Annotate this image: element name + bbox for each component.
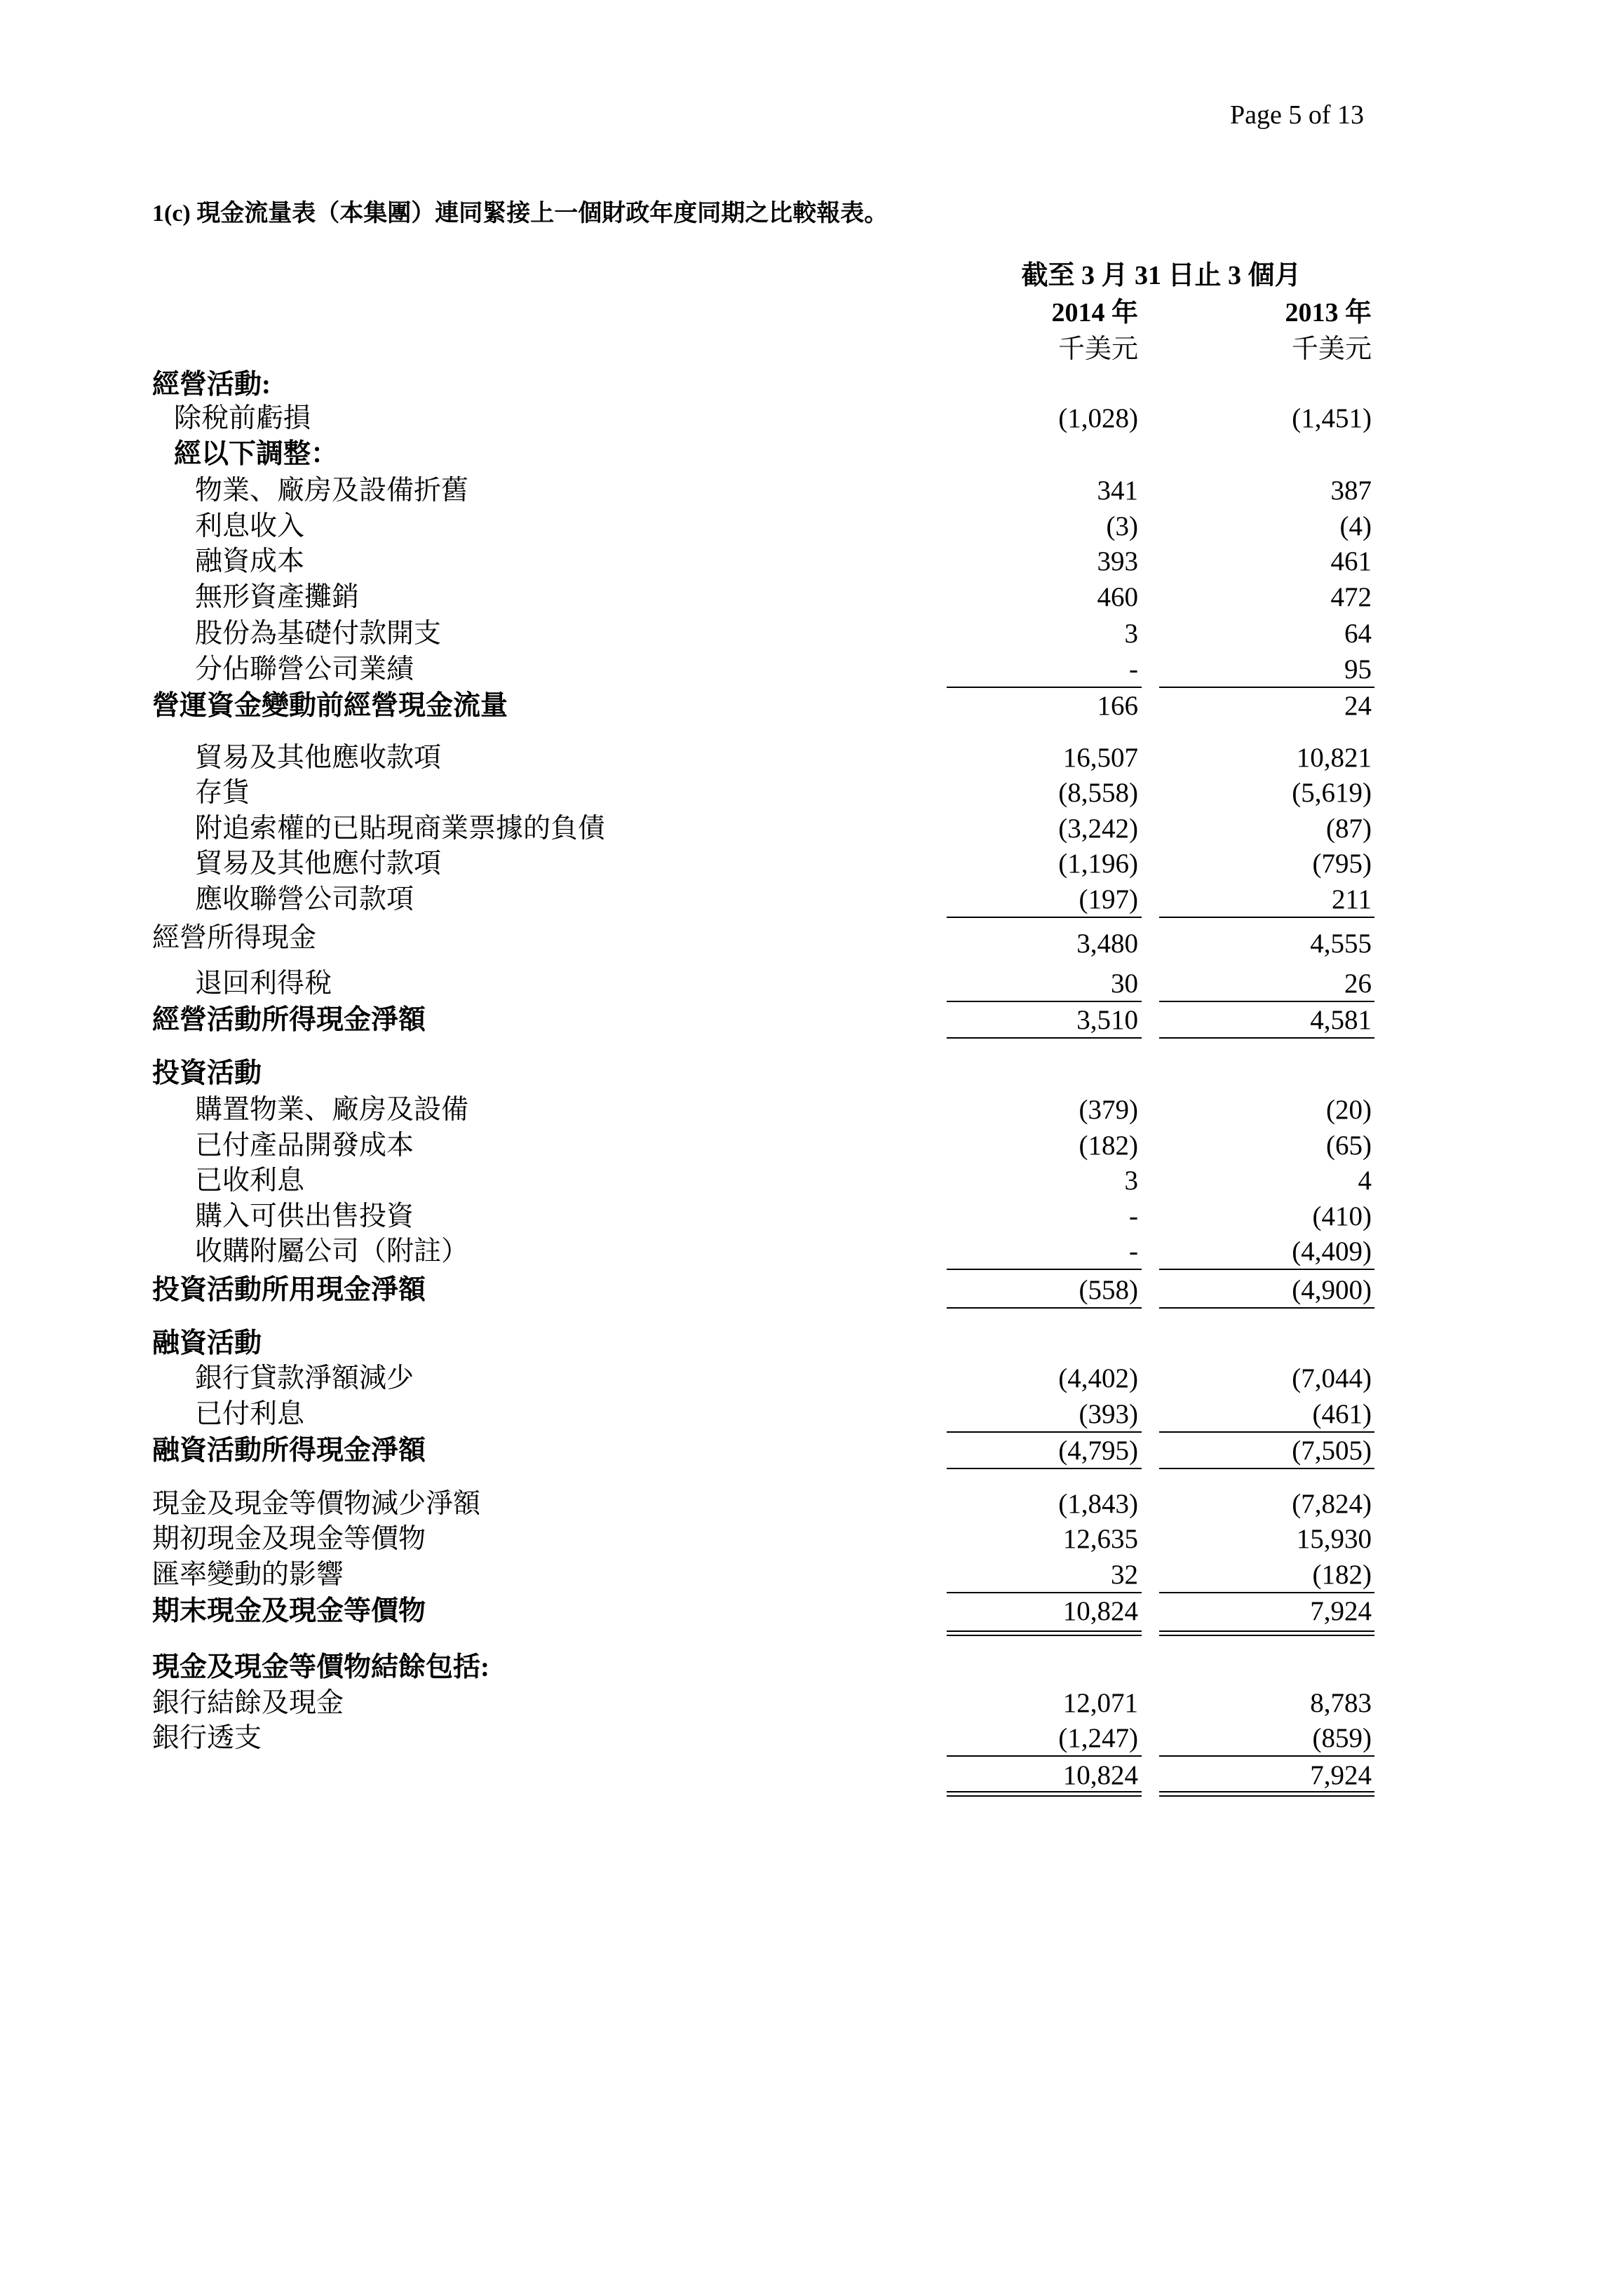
value-2014: 3,480 [1076,928,1138,959]
row-net-cash-financing [0,1436,1622,1466]
value-2013: 472 [1330,582,1372,612]
value-2013: (461) [1312,1399,1372,1429]
double-rule-upper [1159,1791,1374,1792]
row-finance-costs [0,546,1622,577]
value-2013: (859) [1312,1723,1372,1753]
row-operating-cash-before-wc [0,691,1622,722]
value-2014: (8,558) [1058,778,1138,808]
row-label: 融資活動所得現金淨額 [152,1436,426,1466]
value-2014: 3 [1124,619,1138,649]
section-financing-activities [0,1328,1622,1359]
row-label: 投資活動所用現金淨額 [152,1275,426,1305]
row-label: 購置物業、廠房及設備 [195,1095,469,1125]
row-label: 期末現金及現金等價物 [152,1596,426,1626]
row-net-cash-investing [0,1275,1622,1306]
row-interest-paid [0,1399,1622,1430]
value-2014: (3,242) [1058,813,1138,844]
row-label: 現金及現金等價物減少淨額 [152,1489,481,1519]
value-2013: 4,555 [1310,928,1372,959]
row-cash-balances-total [0,1760,1622,1791]
value-2013: (7,044) [1292,1363,1372,1393]
value-2013: (182) [1312,1560,1372,1590]
value-2013: (87) [1326,813,1372,844]
row-label: 經以下調整： [174,439,339,469]
row-trade-payables [0,849,1622,879]
value-2014: 10,824 [1062,1760,1138,1790]
double-rule-lower [1159,1795,1374,1797]
double-rule-upper [1159,1630,1374,1632]
row-label: 貿易及其他應付款項 [195,849,442,879]
subtotal-rule [947,1269,1142,1270]
value-2014: (1,028) [1058,403,1138,433]
row-share-of-associate [0,654,1622,685]
subtotal-rule [1159,1592,1374,1593]
row-bank-balances-cash [0,1688,1622,1719]
total-rule [947,1037,1142,1039]
subtotal-rule [1159,1431,1374,1433]
value-2014: 16,507 [1062,743,1138,773]
col-2014-unit: 千美元 [1057,335,1138,364]
value-2013: 10,821 [1296,743,1372,773]
row-label: 無形資產攤銷 [195,582,360,612]
value-2014: 460 [1097,582,1138,612]
subtotal-rule [947,1755,1142,1757]
row-interest-income [0,511,1622,542]
value-2014: 30 [1111,968,1138,999]
row-afs-investments [0,1201,1622,1232]
row-label: 分佔聯營公司業績 [195,654,414,684]
row-label: 應收聯營公司款項 [195,884,414,914]
value-2013: (795) [1312,849,1372,879]
total-rule [1159,1307,1374,1309]
value-2014: 10,824 [1062,1596,1138,1626]
row-net-decrease-cash [0,1489,1622,1520]
col-2013-unit: 千美元 [1291,335,1372,364]
row-bank-overdrafts [0,1723,1622,1754]
row-label: 營運資金變動前經營現金流量 [152,691,508,721]
value-2014: 12,071 [1062,1688,1138,1718]
row-label: 存貨 [195,778,250,808]
value-2014: (4,402) [1058,1363,1138,1393]
row-depreciation [0,475,1622,506]
value-2013: 95 [1344,654,1372,684]
row-label: 購入可供出售投資 [195,1201,414,1231]
total-rule [1159,1468,1374,1469]
value-2013: (4) [1339,511,1372,541]
row-label: 物業、廠房及設備折舊 [195,475,469,506]
value-2013: (5,619) [1292,778,1372,808]
row-due-from-associate [0,884,1622,915]
row-label: 匯率變動的影響 [152,1560,344,1590]
statement-title: 1(c) 現金流量表（本集團）連同緊接上一個財政年度同期之比較報表。 [152,201,888,227]
row-label: 收購附屬公司（附註） [195,1236,469,1267]
row-label: 融資成本 [195,546,305,576]
section-heading: 現金及現金等價物結餘包括: [152,1652,489,1682]
value-2013: 8,783 [1310,1688,1372,1718]
row-fx-effect [0,1560,1622,1591]
value-2014: (1,196) [1058,849,1138,879]
double-rule-lower [947,1635,1142,1636]
value-2013: 4 [1358,1166,1372,1196]
section-heading: 經營活動: [152,370,271,400]
page-number: Page 5 of 13 [1229,100,1364,130]
value-2014: 341 [1097,475,1138,506]
section-operating-activities [0,370,1622,400]
value-2013: 15,930 [1296,1524,1372,1554]
value-2014: 3 [1124,1166,1138,1196]
value-2013: (7,505) [1292,1436,1372,1466]
row-acquisition-subsidiary [0,1236,1622,1267]
value-2014: (393) [1079,1399,1138,1429]
row-label: 利息收入 [195,511,305,541]
value-2013: (7,824) [1292,1489,1372,1519]
row-opening-cash [0,1524,1622,1555]
value-2013: 26 [1344,968,1372,999]
subtotal-rule [947,687,1142,688]
subtotal-rule [1159,687,1374,688]
subtotal-rule [1159,1755,1374,1757]
row-label: 已付產品開發成本 [195,1130,414,1161]
value-2013: 211 [1331,884,1372,914]
row-label: 經營活動所得現金淨額 [152,1005,426,1035]
col-2013-year: 2013 年 [1285,298,1372,327]
row-label: 貿易及其他應收款項 [195,743,442,773]
value-2014: 393 [1097,546,1138,576]
period-header: 截至 3 月 31 日止 3 個月 [1021,261,1302,290]
row-label: 除稅前虧損 [174,403,311,433]
row-trade-receivables [0,743,1622,774]
value-2013: 7,924 [1310,1596,1372,1626]
row-label: 期初現金及現金等價物 [152,1524,426,1554]
col-2014-year: 2014 年 [1051,298,1138,327]
row-label: 退回利得稅 [195,968,332,999]
row-cash-from-operations [0,923,1622,959]
value-2013: (4,900) [1292,1275,1372,1305]
value-2014: (3) [1106,511,1138,541]
row-inventories [0,778,1622,809]
section-cash-balances [0,1652,1622,1683]
row-amortisation [0,582,1622,613]
value-2014: (4,795) [1058,1436,1138,1466]
value-2014: 166 [1097,691,1138,721]
value-2014: (379) [1079,1095,1138,1125]
value-2014: - [1129,654,1138,684]
row-loss-before-tax [0,403,1622,434]
row-product-development [0,1130,1622,1161]
row-label: 股份為基礎付款開支 [195,619,442,649]
total-rule [947,1307,1142,1309]
row-net-cash-operating [0,1005,1622,1036]
section-heading: 投資活動 [152,1058,262,1088]
row-label: 附追索權的已貼現商業票據的負債 [195,813,606,844]
value-2013: 7,924 [1310,1760,1372,1790]
value-2013: (410) [1312,1201,1372,1231]
subtotal-rule [947,1431,1142,1433]
value-2013: 4,581 [1310,1005,1372,1035]
value-2014: (558) [1079,1275,1138,1305]
total-rule [947,1468,1142,1469]
row-purchase-ppe [0,1095,1622,1126]
row-closing-cash [0,1596,1622,1627]
value-2014: 32 [1111,1560,1138,1590]
value-2014: (197) [1079,884,1138,914]
row-label: 已收利息 [195,1166,305,1196]
subtotal-rule [947,1001,1142,1002]
value-2014: - [1129,1201,1138,1231]
value-2014: 12,635 [1062,1524,1138,1554]
value-2013: 387 [1330,475,1372,506]
row-label: 已付利息 [195,1399,305,1429]
subtotal-rule [1159,1269,1374,1270]
value-2013: (20) [1326,1095,1372,1125]
row-discounted-bills-liability [0,813,1622,844]
subtotal-rule [947,1592,1142,1593]
section-investing-activities [0,1058,1622,1089]
section-heading: 融資活動 [152,1328,262,1358]
double-rule-lower [947,1795,1142,1797]
value-2014: (1,247) [1058,1723,1138,1753]
value-2013: (65) [1326,1130,1372,1161]
subheading-adjustments [0,439,1622,470]
row-label: 銀行結餘及現金 [152,1688,344,1718]
row-label: 銀行貸款淨額減少 [195,1363,414,1393]
value-2013: 461 [1330,546,1372,576]
value-2014: (1,843) [1058,1489,1138,1519]
double-rule-lower [1159,1635,1374,1636]
value-2014: 3,510 [1076,1005,1138,1035]
double-rule-upper [947,1630,1142,1632]
value-2013: (4,409) [1292,1236,1372,1267]
value-2013: (1,451) [1292,403,1372,433]
row-bank-loans-decrease [0,1363,1622,1394]
value-2014: - [1129,1236,1138,1267]
subtotal-rule [1159,917,1374,918]
row-tax-refund [0,968,1622,999]
double-rule-upper [947,1791,1142,1792]
row-interest-received [0,1166,1622,1196]
row-label: 經營所得現金 [152,923,317,953]
row-share-based-payment [0,619,1622,649]
total-rule [1159,1037,1374,1039]
value-2014: (182) [1079,1130,1138,1161]
subtotal-rule [947,917,1142,918]
value-2013: 64 [1344,619,1372,649]
subtotal-rule [1159,1001,1374,1002]
row-label: 銀行透支 [152,1723,262,1753]
value-2013: 24 [1344,691,1372,721]
